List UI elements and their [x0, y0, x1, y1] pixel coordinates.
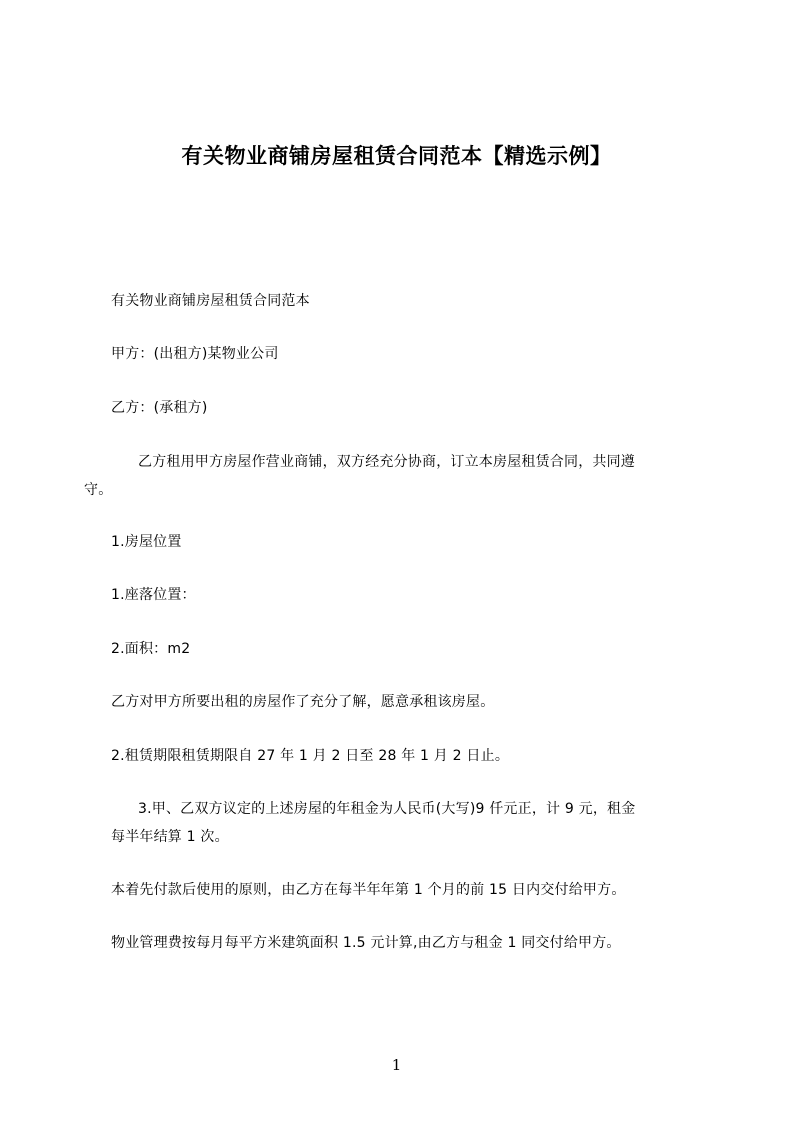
paragraph-understanding	[111, 688, 701, 716]
paragraph-line: 本着先付款后使用的原则，由乙方在每半年年第 1 个月的前 15 日内交付给甲方。	[111, 882, 626, 898]
paragraph-agreement-continued	[84, 476, 674, 504]
document-title: 有关物业商铺房屋租赁合同范本【精选示例】	[181, 144, 612, 168]
paragraph-line: 甲方：(出租方)某物业公司	[111, 346, 279, 362]
paragraph-line: 每半年结算 1 次。	[111, 829, 229, 845]
paragraph-party-a	[111, 340, 701, 368]
paragraph-line: 乙方租用甲方房屋作营业商铺，双方经充分协商，订立本房屋租赁合同，共同遵	[138, 454, 635, 470]
paragraph-rent-continued	[111, 823, 701, 851]
paragraph-rent	[138, 795, 728, 823]
paragraph-line: 3.甲、乙双方议定的上述房屋的年租金为人民币(大写)9 仟元正，计 9 元，租金	[138, 801, 636, 817]
paragraph-section-1	[111, 528, 701, 556]
paragraph-term	[111, 742, 701, 770]
paragraph-line: 守。	[84, 482, 113, 498]
paragraph-agreement	[111, 448, 701, 476]
paragraph-party-b	[111, 394, 701, 422]
paragraph-area	[111, 635, 701, 663]
paragraph-payment	[111, 876, 701, 904]
paragraph-line: 乙方对甲方所要出租的房屋作了充分了解，愿意承租该房屋。	[111, 694, 495, 710]
paragraph-line: 乙方：(承租方)	[111, 400, 208, 416]
page-number: 1	[391, 1056, 402, 1074]
paragraph-line: 1.房屋位置	[111, 534, 182, 550]
paragraph-line: 1.座落位置：	[111, 587, 196, 603]
paragraph-line: 2.面积：m2	[111, 641, 191, 657]
paragraph-line: 有关物业商铺房屋租赁合同范本	[111, 293, 310, 309]
paragraph-line: 物业管理费按每月每平方米建筑面积 1.5 元计算,由乙方与租金 1 同交付给甲方。	[111, 935, 621, 951]
paragraph-line: 2.租赁期限租赁期限自 27 年 1 月 2 日至 28 年 1 月 2 日止。	[111, 748, 510, 764]
paragraph-management-fee	[111, 929, 701, 957]
paragraph-heading	[111, 287, 701, 315]
paragraph-location	[111, 581, 701, 609]
